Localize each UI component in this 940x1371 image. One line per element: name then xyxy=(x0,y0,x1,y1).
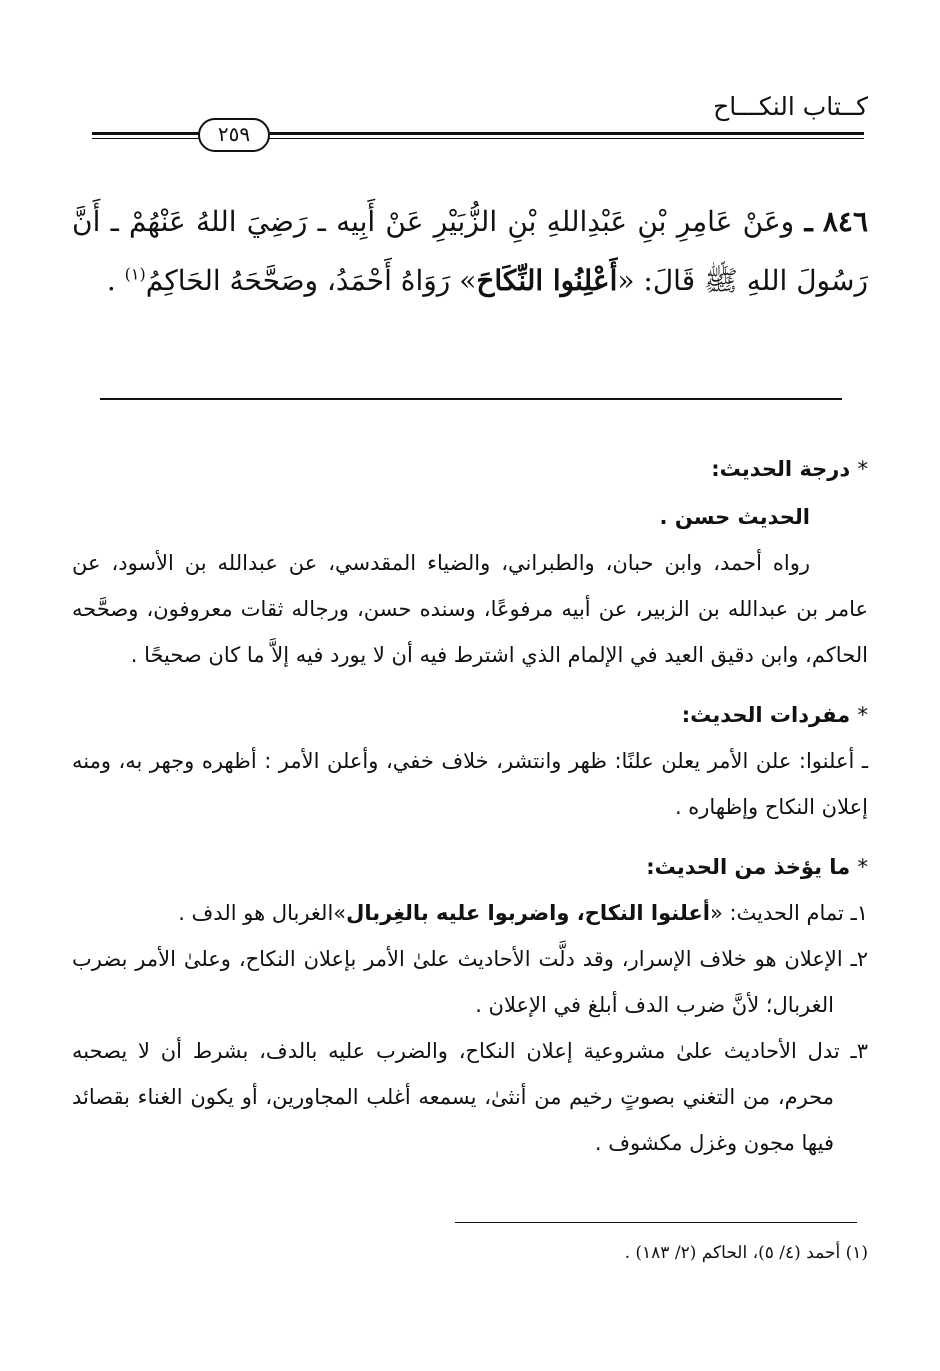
header-rule-left xyxy=(92,132,200,139)
hadith-quote: أَعْلِنُوا النِّكَاحَ xyxy=(476,264,618,297)
asterisk-icon: * xyxy=(857,855,868,879)
vocab-heading xyxy=(72,692,868,738)
lesson-item-1 xyxy=(72,890,868,936)
lessons-heading-text: ما يؤخذ من الحديث: xyxy=(646,855,851,879)
chapter-title: كــتاب النكـــاح xyxy=(713,92,868,121)
lesson-1-suffix: »الغربال هو الدف . xyxy=(178,901,347,925)
page-number: ٢٥٩ xyxy=(198,118,270,152)
vocab-heading-text: مفردات الحديث: xyxy=(681,703,851,727)
grade-paragraph: رواه أحمد، وابن حبان، والطبراني، والضياء المقدسي، عن عبدالله بن الأسود، عن عامر بن عبدالله بن الزبير، عن أبيه مرفوعًا، وسنده حسن، ورجاله ثقات معروفون، وصحَّحه الحاكم، وابن دقيق العيد في الإلمام الذي اشترط فيه أن لا يورد فيه إلاَّ ما كان صحيحًا . xyxy=(72,551,868,667)
footnote-ref: (١) xyxy=(124,264,146,284)
grade-heading-text: درجة الحديث: xyxy=(711,457,851,481)
vocab-paragraph: ـ أعلنوا: علن الأمر يعلن علنًا: ظهر وانتشر، خلاف خفي، وأعلن الأمر : أظهره وجهر به، ومنه إعلان النكاح وإظهاره . xyxy=(72,749,868,819)
header-rule-right xyxy=(268,132,864,139)
hadith-number: ٨٤٦ xyxy=(822,205,869,238)
grade-heading xyxy=(72,446,868,492)
lesson-1-quote: أعلنوا النكاح، واضربوا عليه بالغِربال xyxy=(346,901,710,925)
lessons-heading xyxy=(72,844,868,890)
hadith-dash: ـ xyxy=(804,205,813,238)
hadith-divider xyxy=(100,398,842,400)
lesson-item-3: ٣ـ تدل الأحاديث علىٰ مشروعية إعلان النكاح، والضرب عليه بالدف، بشرط أن لا يصحبه محرم، من التغني بصوتٍ رخيم من أنثىٰ، يسمعه أغلب المجاورين، أو يكون الغناء بقصائد فيها مجون وغزل مكشوف . xyxy=(72,1039,868,1155)
lesson-item-2: ٢ـ الإعلان هو خلاف الإسرار، وقد دلَّت الأحاديث علىٰ الأمر بإعلان النكاح، وعلىٰ الأمر بضرب الغربال؛ لأنَّ ضرب الدف أبلغ في الإعلان . xyxy=(72,947,868,1017)
commentary xyxy=(72,446,868,1166)
asterisk-icon: * xyxy=(857,703,868,727)
grade-verdict: الحديث حسن . xyxy=(659,505,810,529)
lesson-1-prefix: ١ـ تمام الحديث: « xyxy=(709,901,868,925)
asterisk-icon: * xyxy=(857,457,868,481)
footnote-rule xyxy=(455,1222,857,1223)
hadith-outro: » رَوَاهُ أَحْمَدُ، وصَحَّحَهُ الحَاكِمُ xyxy=(145,264,477,297)
hadith-text xyxy=(72,192,868,310)
hadith-end: . xyxy=(106,264,125,297)
footnote: (١) أحمد (٤/ ٥)، الحاكم (٢/ ١٨٣) . xyxy=(624,1243,868,1263)
hadith-intro: وعَنْ عَامِرِ بْنِ عَبْدِاللهِ بْنِ الزُّبَيْرِ عَنْ أَبِيه ـ رَضِيَ اللهُ عَنْهُمْ ـ أَنَّ رَسُولَ اللهِ ﷺ قَالَ: « xyxy=(72,205,868,297)
